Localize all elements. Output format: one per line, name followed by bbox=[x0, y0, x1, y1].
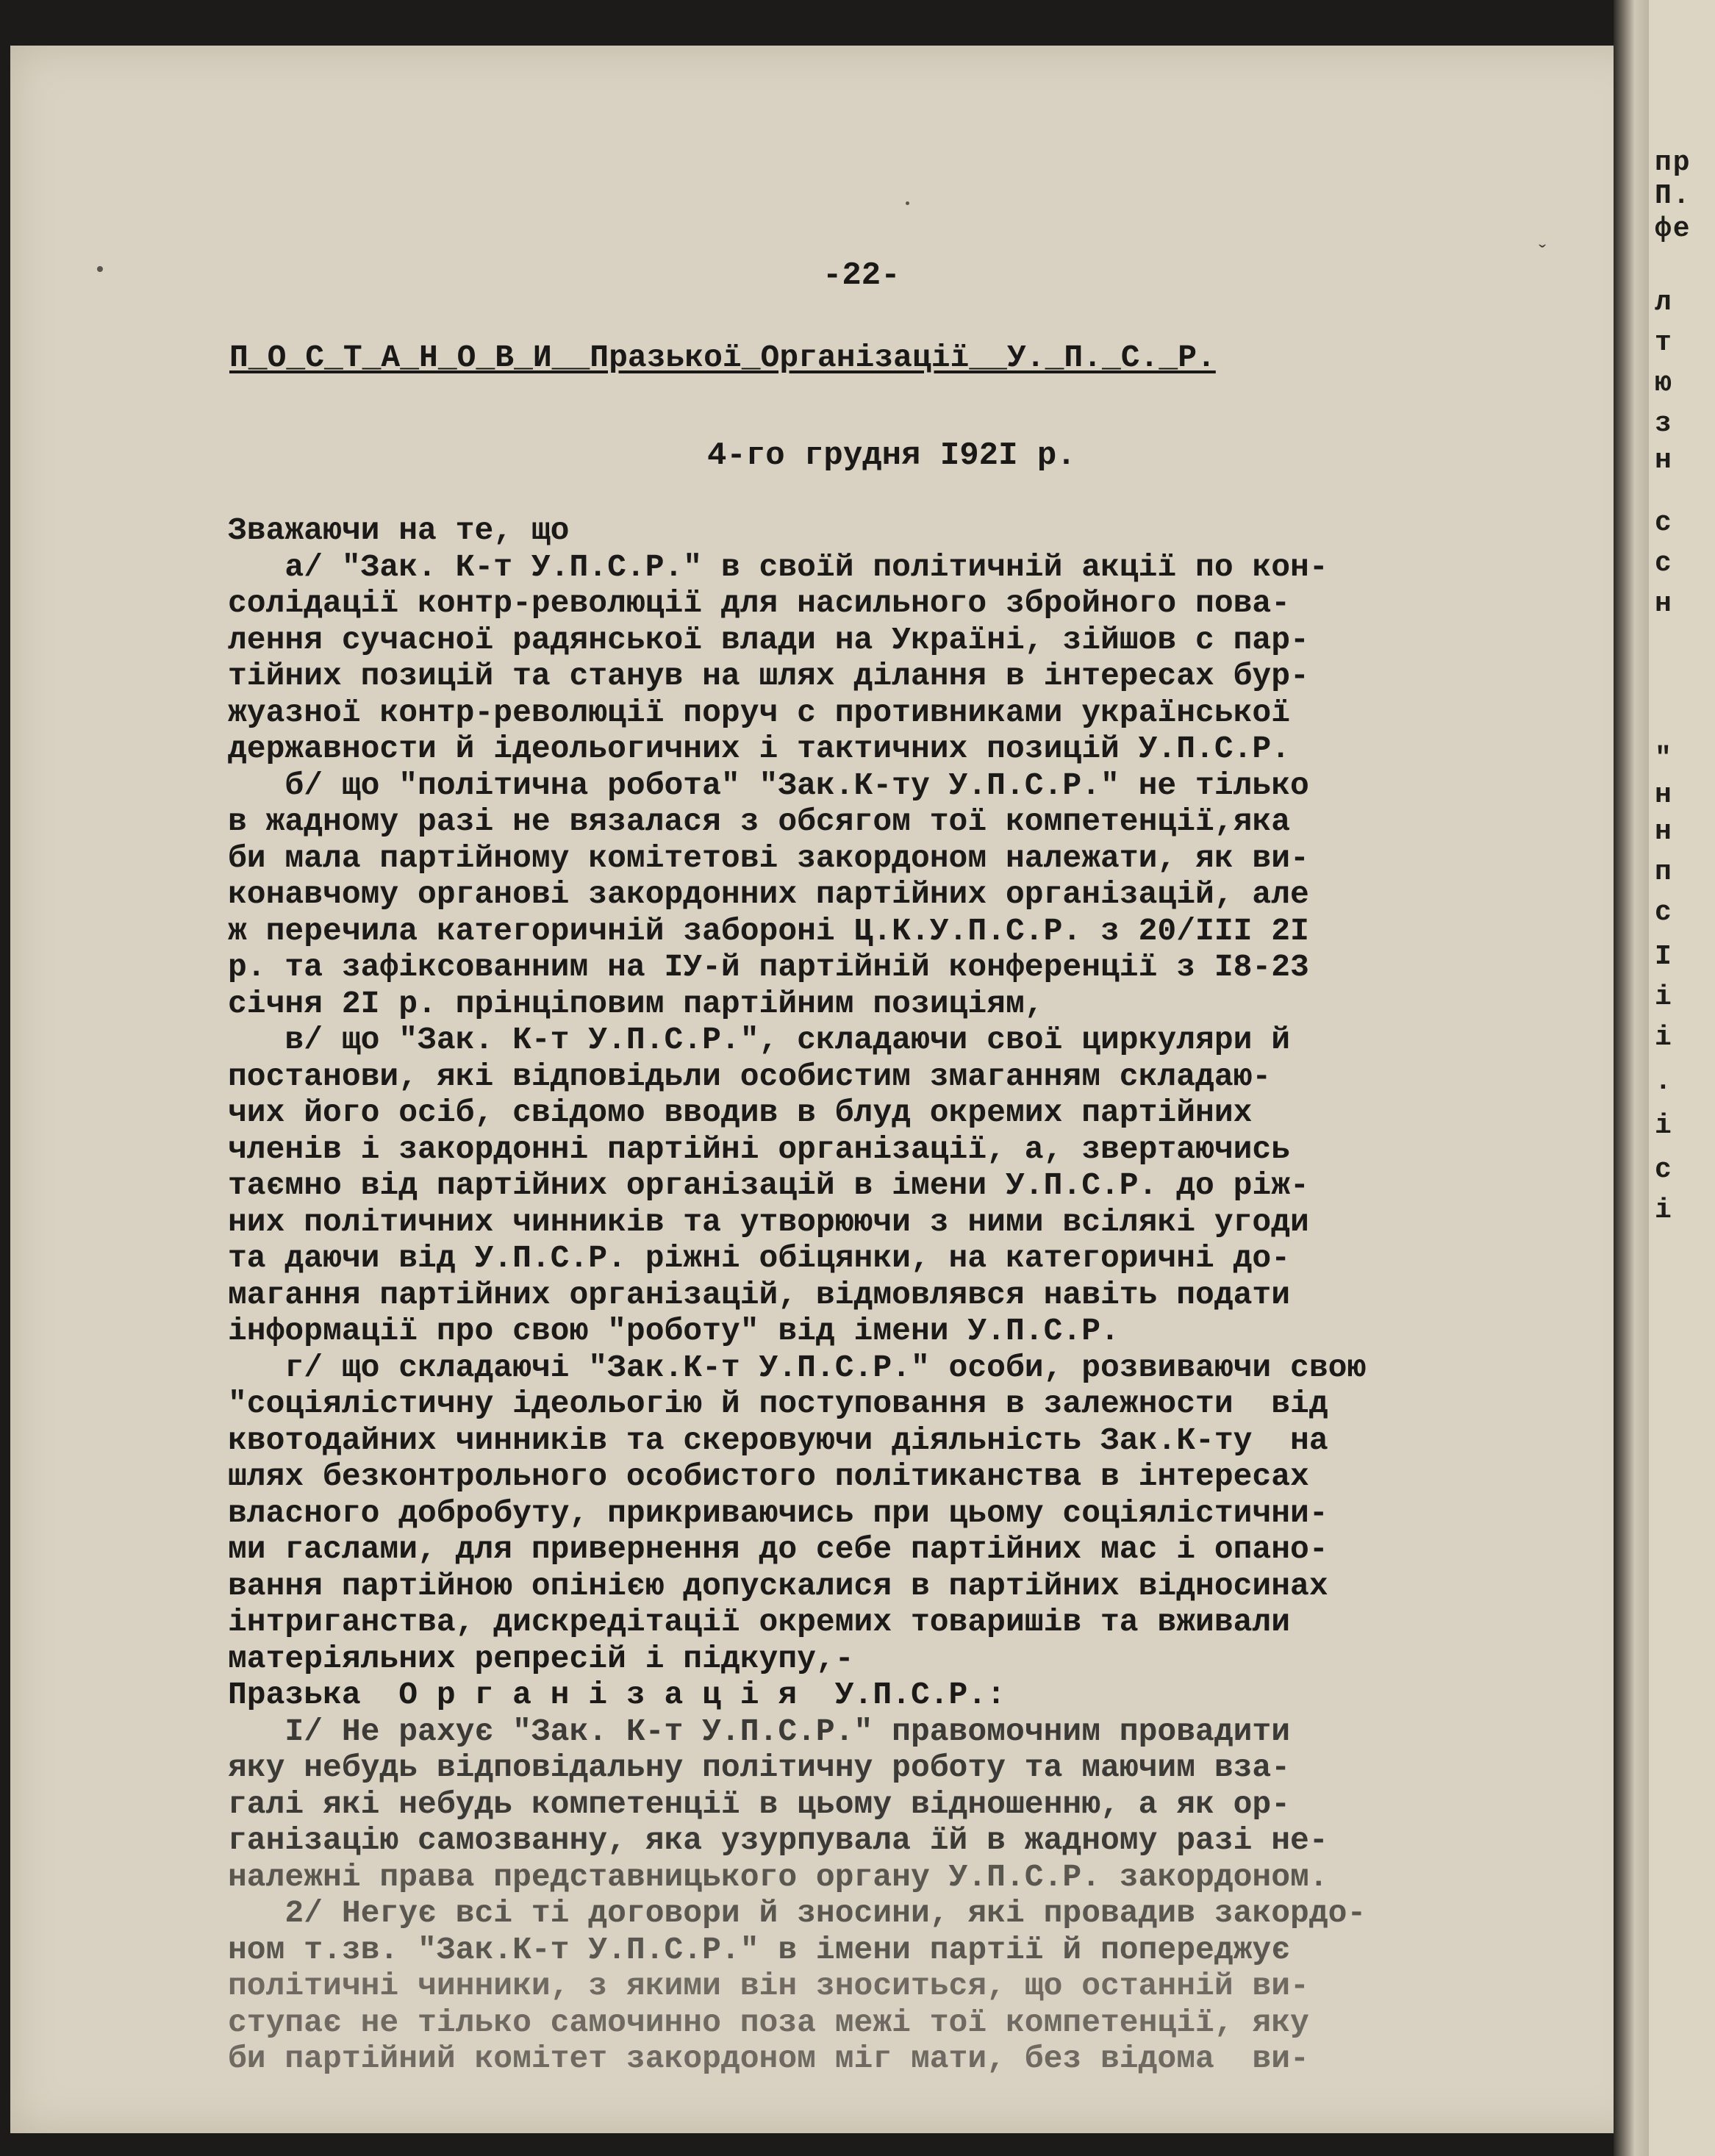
body-line: г/ що складаючі "Зак.К-т У.П.С.Р." особи, розвиваючи свою bbox=[228, 1349, 1367, 1386]
adjacent-page-fragment: н bbox=[1655, 445, 1673, 476]
adjacent-page-fragment: н bbox=[1655, 816, 1673, 848]
body-line: таємно від партійних організацій в імени У.П.С.Р. до ріж- bbox=[228, 1167, 1309, 1203]
adjacent-page-fragment: н bbox=[1655, 779, 1673, 811]
adjacent-page-fragment: " bbox=[1655, 742, 1673, 774]
body-line: б/ що "політична робота" "Зак.К-ту У.П.С.Р." не тілько bbox=[228, 767, 1309, 803]
adjacent-page-fragment: н bbox=[1655, 588, 1673, 620]
adjacent-page-fragment: п bbox=[1655, 856, 1673, 888]
adjacent-page-fragment: . bbox=[1655, 1066, 1673, 1097]
body-line: а/ "Зак. К-т У.П.С.Р." в своїй політичній акції по кон- bbox=[228, 548, 1328, 585]
document-body bbox=[228, 512, 1654, 2077]
paper-speck bbox=[906, 201, 909, 205]
body-line: інтриганства, дискредітації окремих товаришів та вживали bbox=[228, 1604, 1291, 1640]
document-page bbox=[10, 46, 1650, 2133]
body-line: би мала партійному комітетові закордоном належати, як ви- bbox=[228, 839, 1309, 876]
body-line: політичні чинники, з якими він зноситься, що останній ви- bbox=[228, 1968, 1309, 2004]
pencil-mark-icon: ˇ bbox=[1536, 243, 1550, 268]
body-line: чих його осіб, свідомо вводив в блуд окремих партійних bbox=[228, 1095, 1253, 1131]
body-line: Празька О р г а н і з а ц і я У.П.С.Р.: bbox=[228, 1677, 1006, 1713]
adjacent-page-fragment: і bbox=[1655, 1195, 1673, 1226]
body-line: ном т.зв. "Зак.К-т У.П.С.Р." в імени партії й попереджує bbox=[228, 1931, 1291, 1968]
paper-speck bbox=[97, 266, 103, 272]
adjacent-page-fragment: с bbox=[1655, 507, 1673, 539]
body-line: та даючи від У.П.С.Р. ріжні обіцянки, на категоричні до- bbox=[228, 1240, 1291, 1276]
body-line: I/ Не рахує "Зак. К-т У.П.С.Р." правомочним провадити bbox=[228, 1713, 1291, 1749]
body-line: вання партійною опінією допускалися в партійних відносинах bbox=[228, 1567, 1328, 1604]
adjacent-page-fragment: з bbox=[1655, 408, 1673, 440]
body-line: членів і закордонні партійні організації, а, звертаючись bbox=[228, 1131, 1291, 1167]
body-line: в жадному разі не вязалася з обсягом тої компетенції,яка bbox=[228, 803, 1291, 839]
adjacent-page-fragment: І bbox=[1655, 941, 1673, 973]
document-title: П_О_С_Т_А_Н_О_В_И__Празької_Організації__У._П._С._Р. bbox=[229, 340, 1216, 376]
document-date: 4-го грудня I92I р. bbox=[707, 437, 1076, 474]
body-line: р. та зафіксованним на IУ-й партійній конференції з I8-23 bbox=[228, 949, 1309, 985]
body-line: належні права представницького органу У.П.С.Р. закордоном. bbox=[228, 1858, 1328, 1895]
adjacent-page-fragment: т bbox=[1655, 327, 1673, 359]
body-line: матеріяльних репресій і підкупу,- bbox=[228, 1640, 854, 1677]
body-line: в/ що "Зак. К-т У.П.С.Р.", складаючи свої циркуляри й bbox=[228, 1022, 1291, 1058]
body-line: ступає не тілько самочинно поза межі тої компетенції, яку bbox=[228, 2004, 1309, 2041]
body-line: ганізацію самозванну, яка узурпувала їй в жадному разі не- bbox=[228, 1822, 1328, 1858]
body-line: державности й ідеольогичних і тактичних позицій У.П.С.Р. bbox=[228, 731, 1291, 767]
body-line: конавчому органові закордонних партійних організацій, але bbox=[228, 876, 1309, 912]
adjacent-page-fragment: с bbox=[1655, 548, 1673, 579]
body-line: тійних позицій та станув на шлях ділання в інтересах бур- bbox=[228, 658, 1309, 694]
book-gutter bbox=[1614, 0, 1649, 2156]
body-line: власного добробуту, прикриваючись при цьому соціялістични- bbox=[228, 1494, 1328, 1531]
body-line: інформації про свою "роботу" від імени У.П.С.Р. bbox=[228, 1313, 1120, 1349]
adjacent-page-fragment: ю bbox=[1655, 368, 1673, 399]
adjacent-page-fragment: с bbox=[1655, 897, 1673, 928]
adjacent-page-fragment: і bbox=[1655, 1110, 1673, 1142]
body-line: лення сучасної радянської влади на Україні, зійшов с пар- bbox=[228, 621, 1309, 658]
body-line: галі які небудь компетенції в цьому відношенню, а як ор- bbox=[228, 1786, 1291, 1822]
page-number: -22- bbox=[823, 257, 901, 294]
body-line: "соціялістичну ідеольогію й поступовання в залежности від bbox=[228, 1386, 1328, 1422]
adjacent-page-fragment: л bbox=[1655, 287, 1673, 318]
body-line: 2/ Негує всі ті договори й зносини, які провадив закордо- bbox=[228, 1895, 1367, 1931]
adjacent-page-fragment: пр bbox=[1655, 147, 1691, 179]
body-line: них політичних чинників та утворюючи з ними всілякі угоди bbox=[228, 1203, 1309, 1240]
body-line: шлях безконтрольного особистого політиканства в інтересах bbox=[228, 1458, 1309, 1494]
adjacent-page-fragment: і bbox=[1655, 1022, 1673, 1053]
adjacent-page-fragment: фе bbox=[1655, 213, 1691, 245]
adjacent-page-edge bbox=[1649, 0, 1715, 2156]
body-line: солідації контр-революції для насильного збройного пова- bbox=[228, 585, 1291, 621]
body-line: постанови, які відповідьли особистим змаганням складаю- bbox=[228, 1058, 1272, 1095]
body-line: магання партійних організацій, відмовлявся навіть подати bbox=[228, 1276, 1291, 1313]
body-line: жуазної контр-революції поруч с противниками української bbox=[228, 694, 1291, 731]
body-line: яку небудь відповідальну політичну роботу та маючим вза- bbox=[228, 1749, 1291, 1786]
body-line: квотодайних чинників та скеровуючи діяльність Зак.К-ту на bbox=[228, 1422, 1328, 1458]
adjacent-page-fragment: і bbox=[1655, 981, 1673, 1013]
body-line: би партійний комітет закордоном міг мати, без відома ви- bbox=[228, 2041, 1309, 2077]
adjacent-page-fragment: с bbox=[1655, 1154, 1673, 1186]
body-line: січня 2I р. прінціповим партійним позиціям, bbox=[228, 985, 1044, 1022]
adjacent-page-fragment: П. bbox=[1655, 180, 1691, 212]
body-line: ми гаслами, для привернення до себе партійних мас і опано- bbox=[228, 1531, 1328, 1567]
body-line: Зважаючи на те, що bbox=[228, 512, 570, 548]
body-line: ж перечила категоричній забороні Ц.К.У.П.С.Р. з 20/III 2I bbox=[228, 912, 1309, 949]
